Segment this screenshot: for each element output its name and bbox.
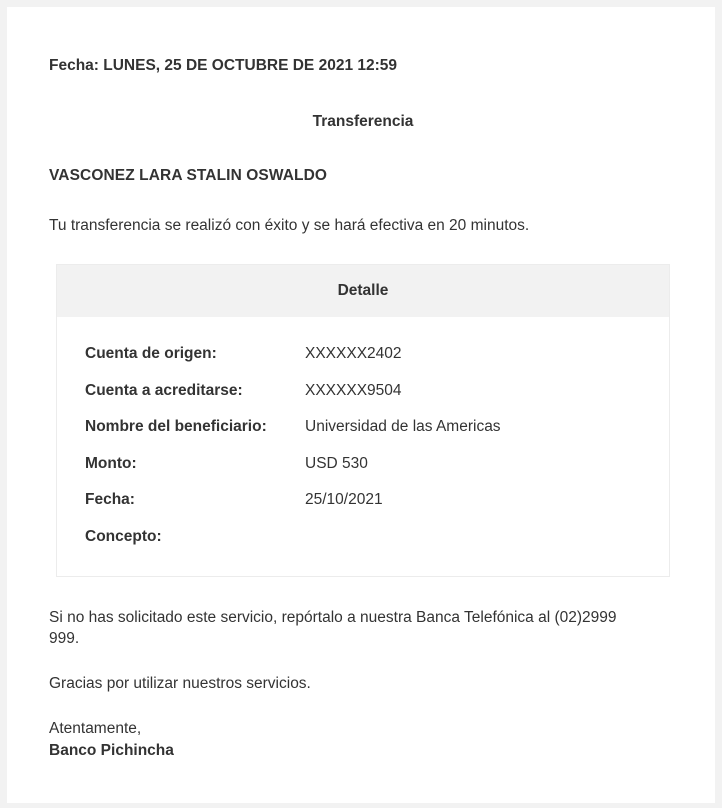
detail-label: Cuenta a acreditarse: xyxy=(85,381,243,399)
closing-block xyxy=(49,718,174,762)
detail-value: USD 530 xyxy=(305,454,368,472)
thanks-text: Gracias por utilizar nuestros servicios. xyxy=(49,675,311,692)
email-body xyxy=(7,7,715,803)
date-line: Fecha: LUNES, 25 DE OCTUBRE DE 2021 12:59 xyxy=(49,57,398,74)
success-message: Tu transferencia se realizó con éxito y se hará efectiva en 20 minutos. xyxy=(49,217,530,234)
detail-value: 25/10/2021 xyxy=(305,491,383,508)
client-name: VASCONEZ LARA STALIN OSWALDO xyxy=(49,167,328,184)
detail-row-destination-account xyxy=(85,382,501,419)
detail-row-date xyxy=(85,491,501,528)
detail-value: XXXXXX9504 xyxy=(305,381,402,399)
detail-label: Monto: xyxy=(85,454,137,472)
detail-table xyxy=(56,264,670,577)
report-notice: Si no has solicitado este servicio, repórtalo a nuestra Banca Telefónica al (02)2999 999. xyxy=(49,609,617,647)
detail-value: XXXXXX2402 xyxy=(305,345,402,362)
detail-row-origin-account xyxy=(85,345,501,382)
detail-row-beneficiary xyxy=(85,418,501,455)
detail-label: Concepto: xyxy=(85,527,162,545)
detail-rows xyxy=(85,345,501,564)
detail-label: Cuenta de origen: xyxy=(85,345,217,362)
detail-label: Nombre del beneficiario: xyxy=(85,418,267,435)
detail-row-concept xyxy=(85,528,501,565)
closing-salutation: Atentamente, xyxy=(49,720,142,737)
bank-name: Banco Pichincha xyxy=(49,742,174,759)
detail-row-amount xyxy=(85,455,501,492)
detail-value: Universidad de las Americas xyxy=(305,418,501,435)
detail-label: Fecha: xyxy=(85,491,135,508)
detail-header: Detalle xyxy=(57,265,669,317)
page-title: Transferencia xyxy=(312,113,414,130)
